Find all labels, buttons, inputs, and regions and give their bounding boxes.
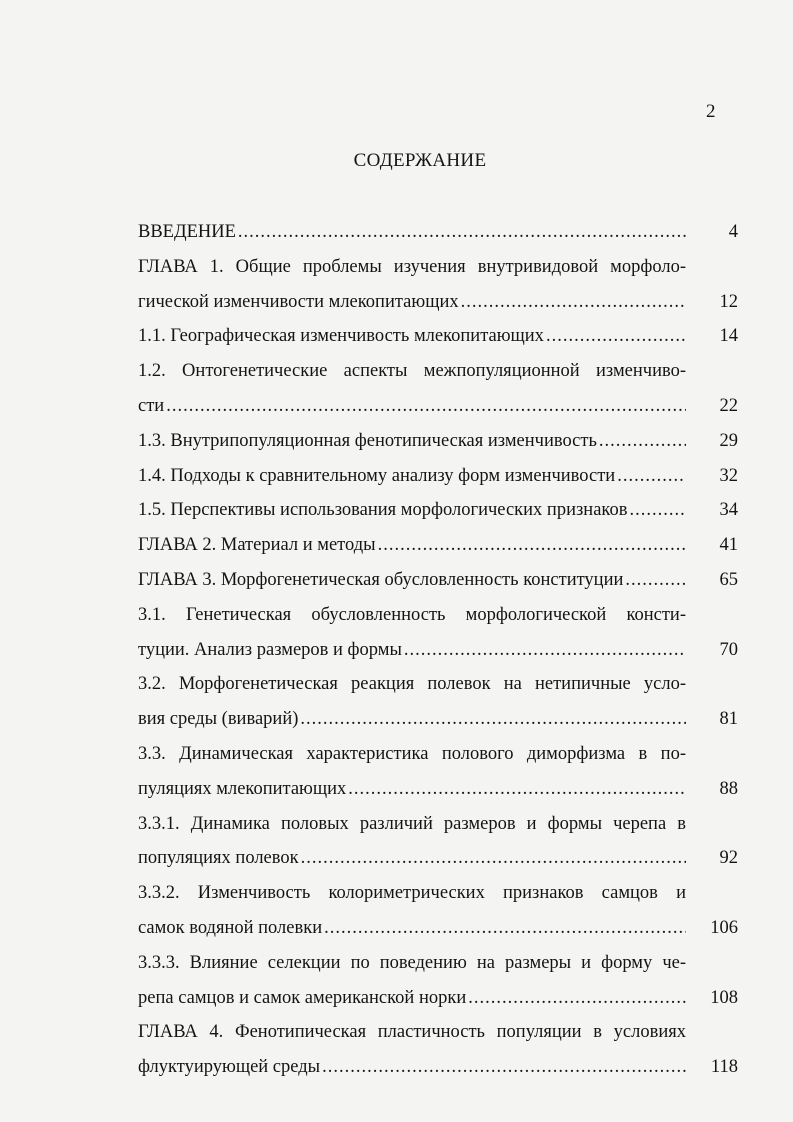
toc-entry [138,424,738,459]
toc-page-number: 14 [719,326,738,347]
toc-entry-text: 3.2. Морфогенетическая реакция полевок на нетипичные усло- [138,674,686,695]
toc-leader-dots [629,493,686,528]
toc-page-number: 29 [719,430,738,451]
toc-entry [138,946,738,1016]
toc-leader-dots [348,772,686,807]
toc-entry-text: 3.1. Генетическая обусловленность морфологической консти- [138,604,686,625]
toc-entry-text: 1.1. Географическая изменчивость млекопитающих [138,326,544,347]
toc-leader-dots [301,841,686,876]
page-number: 2 [706,101,716,122]
toc-title: СОДЕРЖАНИЕ [353,150,487,171]
toc-leader-dots [166,389,686,424]
toc-page-number: 81 [719,709,738,730]
toc-entry-text: 3.3. Динамическая характеристика полового диморфизма в по- [138,743,686,764]
toc-entry-text: 1.3. Внутрипопуляционная фенотипическая изменчивость [138,430,597,451]
toc-entry-text: популяциях полевок [138,848,299,869]
toc-entry [138,563,738,598]
toc-entry-text: флуктуирующей среды [138,1057,321,1078]
toc-entry-text: пуляциях млекопитающих [138,778,347,799]
toc-page-number: 108 [710,987,738,1008]
toc-page-number: 12 [719,291,738,312]
toc-entry [138,459,738,494]
toc-entry [138,319,738,354]
toc-leader-dots [238,215,686,250]
toc-page-number: 32 [719,465,738,486]
toc-entry-text: 3.3.2. Изменчивость колориметрических признаков самцов и [138,883,686,904]
toc-entry-text: самок водяной полевки [138,917,323,938]
toc-entry [138,1015,738,1085]
toc-entry [138,737,738,807]
toc-page-number: 70 [719,639,738,660]
table-of-contents [138,215,738,1085]
toc-entry [138,493,738,528]
toc-page-number: 65 [719,569,738,590]
toc-entry [138,598,738,668]
toc-entry-text: гической изменчивости млекопитающих [138,291,459,312]
toc-leader-dots [324,911,686,946]
toc-entry-text: ГЛАВА 2. Материал и методы [138,535,376,556]
toc-leader-dots [599,424,686,459]
toc-entry-text: сти [138,395,165,416]
toc-leader-dots [300,702,686,737]
toc-page-number: 41 [719,535,738,556]
toc-leader-dots [378,528,686,563]
toc-entry-text: 1.2. Онтогенетические аспекты межпопуляционной изменчиво- [138,361,686,382]
toc-page-number: 22 [719,395,738,416]
toc-entry-text: ГЛАВА 3. Морфогенетическая обусловленность конституции [138,569,624,590]
toc-page-number: 106 [710,917,738,938]
toc-entry [138,250,738,320]
toc-entry-text: 3.3.1. Динамика половых различий размеров и формы черепа в [138,813,686,834]
toc-page-number: 34 [719,500,738,521]
toc-entry [138,354,738,424]
toc-entry-text: ГЛАВА 4. Фенотипическая пластичность популяции в условиях [138,1022,686,1043]
toc-page-number: 92 [719,848,738,869]
toc-entry [138,667,738,737]
toc-leader-dots [617,459,686,494]
toc-leader-dots [404,633,686,668]
toc-entry-text: ВВЕДЕНИЕ [138,222,236,242]
toc-leader-dots [546,319,686,354]
toc-entry-text: туции. Анализ размеров и формы [138,639,402,660]
toc-entry-text: 1.4. Подходы к сравнительному анализу форм изменчивости [138,465,616,486]
toc-leader-dots [468,981,686,1016]
toc-leader-dots [461,285,686,320]
toc-entry [138,876,738,946]
toc-leader-dots [322,1050,686,1085]
toc-entry-text: репа самцов и самок американской норки [138,987,467,1008]
toc-entry [138,807,738,877]
toc-page-number: 88 [719,778,738,799]
toc-entry-text: 1.5. Перспективы использования морфологических признаков [138,500,628,521]
toc-entry-text: 3.3.3. Влияние селекции по поведению на размеры и форму че- [138,952,686,973]
toc-page-number: 118 [710,1057,738,1078]
toc-entry [138,215,738,250]
toc-entry [138,528,738,563]
toc-entry-text: вия среды (виварий) [138,709,299,730]
toc-entry-text: ГЛАВА 1. Общие проблемы изучения внутривидовой морфоло- [138,256,686,277]
toc-leader-dots [625,563,686,598]
toc-page-number: 4 [728,222,738,242]
